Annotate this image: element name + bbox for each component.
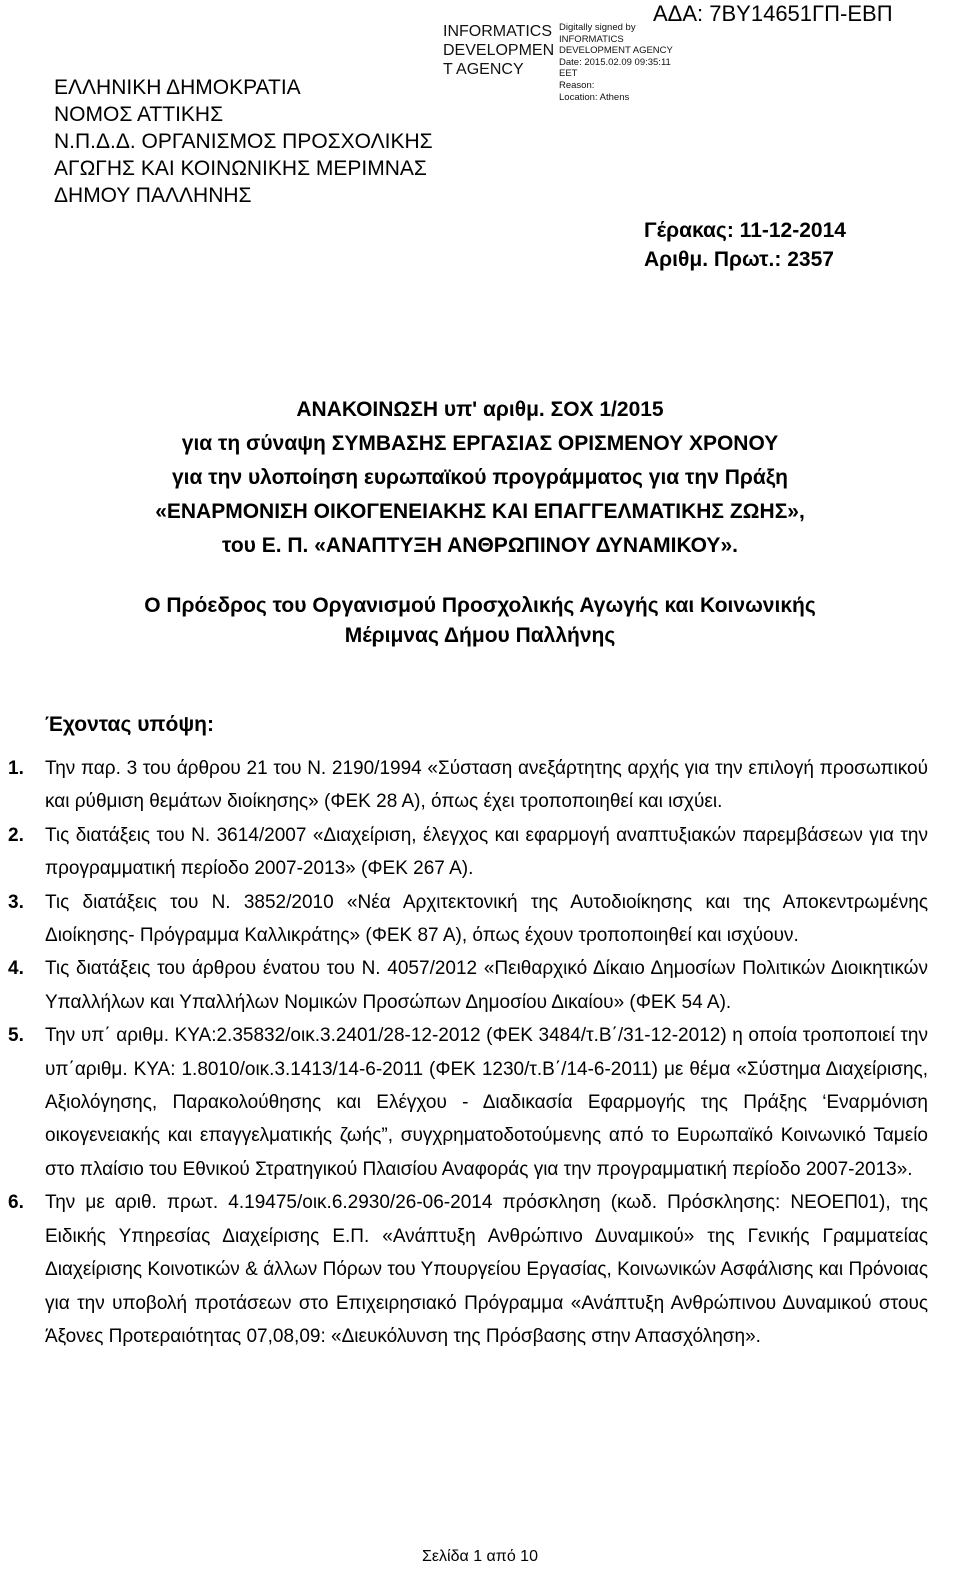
list-item [8,752,928,819]
considerations-heading: Έχοντας υπόψη: [45,713,214,736]
signature-detail-line: Date: 2015.02.09 09:35:11 [559,56,671,68]
list-item [8,886,928,953]
list-item-number: 5. [8,1025,24,1047]
signature-detail-line: Digitally signed by [559,22,636,33]
signature-detail-line: DEVELOPMENT AGENCY [559,45,673,57]
list-item-text: Την με αριθ. πρωτ. 4.19475/οικ.6.2930/26-06-2014 πρόσκληση (κωδ. Πρόσκλησης: ΝΕΟΕΠ01), της Ειδικής Υπηρεσίας Διαχείρισης Ε.Π. «Ανάπτυξη Ανθρώπινο Δυναμικού» της Γενικής Γραμματείας Διαχείρισης Κοινοτικών & άλλων Πόρων του Υπουργείου Εργασίας, Κοινωνικών Ασφάλισης και Πρόνοιας για την υποβολή προτάσεων στο Επιχειρησιακό Πρόγραμμα «Ανάπτυξη Ανθρώπινου Δυναμικού στους Άξονες Προτεραιότητας 07,08,09: «Διευκόλυνση της Πρόσβασης στην Απασχόληση». [45,1192,928,1347]
list-item-number: 2. [8,824,24,846]
signature-signer-line: T AGENCY [443,61,524,78]
title-line: ΑΝΑΚΟΙΝΩΣΗ υπ' αριθμ. ΣΟΧ 1/2015 [296,398,664,421]
considerations-list [8,752,928,1353]
list-item-text: Τις διατάξεις του άρθρου ένατου του Ν. 4057/2012 «Πειθαρχικό Δίκαιο Δημοσίων Πολιτικών Διοικητικών Υπαλλήλων και Υπαλλήλων Νομικών Προσώπων Δημοσίου Δικαίου» (ΦΕΚ 54 Α). [45,958,928,1013]
list-item [8,1019,928,1186]
org-line-country: ΕΛΛΗΝΙΚΗ ΔΗΜΟΚΡΑΤΙΑ [54,76,301,99]
page-number: Σελίδα 1 από 10 [422,1548,538,1565]
list-item-text: Τις διατάξεις του Ν. 3614/2007 «Διαχείριση, έλεγχος και εφαρμογή αναπτυξιακών παρεμβάσεων για την προγραμματική περίοδο 2007-2013» (ΦΕΚ 267 Α). [45,824,928,880]
list-item-number: 6. [8,1192,24,1214]
title-line: για τη σύναψη ΣΥΜΒΑΣΗΣ ΕΡΓΑΣΙΑΣ ΟΡΙΣΜΕΝΟΥ ΧΡΟΝΟΥ [181,432,779,455]
list-item-number: 3. [8,891,24,913]
list-item-text: Τις διατάξεις του Ν. 3852/2010 «Νέα Αρχιτεκτονική της Αυτοδιοίκησης και της Αποκεντρωμένης Διοίκησης- Πρόγραμμα Καλλικράτης» (ΦΕΚ 87 Α), όπως έχουν τροποποιηθεί και ισχύουν. [45,891,928,947]
title-line: του Ε. Π. «ΑΝΑΠΤΥΞΗ ΑΝΘΡΩΠΙΝΟΥ ΔΥΝΑΜΙΚΟΥ». [222,534,738,557]
org-line-municipality: ΔΗΜΟΥ ΠΑΛΛΗΝΗΣ [54,184,252,207]
signature-detail-line: Location: Athens [559,91,630,103]
list-item-number: 4. [8,958,24,980]
title-line: «ΕΝΑΡΜΟΝΙΣΗ ΟΙΚΟΓΕΝΕΙΑΚΗΣ ΚΑΙ ΕΠΑΓΓΕΛΜΑΤΙΚΗΣ ΖΩΗΣ», [155,500,805,523]
title-line: για την υλοποίηση ευρωπαϊκού προγράμματος για την Πράξη [171,466,788,489]
signature-detail-line: EET [559,68,578,80]
list-item [8,819,928,886]
list-item-text: Την παρ. 3 του άρθρου 21 του Ν. 2190/1994 «Σύσταση ανεξάρτητης αρχής για την επιλογή προσωπικού και ρύθμιση θεμάτων διοίκησης» (ΦΕΚ 28 Α), όπως έχει τροποποιηθεί και ισχύει. [45,758,928,813]
signature-signer-line: DEVELOPMEN [443,42,555,59]
president-line: Ο Πρόεδρος του Οργανισμού Προσχολικής Αγωγής και Κοινωνικής [144,594,816,617]
document-date: Γέρακας: 11-12-2014 [644,219,846,242]
list-item-number: 1. [8,758,24,779]
protocol-number: Αριθμ. Πρωτ.: 2357 [644,248,834,271]
list-item [8,1186,928,1353]
signature-signer-line: INFORMATICS [443,23,553,40]
announcement-title [40,393,920,563]
ada-code: ΑΔΑ: 7ΒΥ14651ΓΠ-ΕΒΠ [653,1,893,26]
signature-signer [443,22,554,79]
signature-details [559,22,673,103]
org-line-entity: Ν.Π.Δ.Δ. ΟΡΓΑΝΙΣΜΟΣ ΠΡΟΣΧΟΛΙΚΗΣ [54,130,433,153]
org-line-prefecture: ΝΟΜΟΣ ΑΤΤΙΚΗΣ [54,103,224,126]
organization-header [54,74,433,209]
signature-detail-line: INFORMATICS [559,33,624,45]
list-item [8,952,928,1019]
signature-detail-line: Reason: [559,79,595,91]
president-line: Μέριμνας Δήμου Παλλήνης [344,624,616,647]
president-heading [40,591,920,651]
org-line-entity-cont: ΑΓΩΓΗΣ ΚΑΙ ΚΟΙΝΩΝΙΚΗΣ ΜΕΡΙΜΝΑΣ [54,157,427,180]
list-item-text: Την υπ΄ αριθμ. ΚΥΑ:2.35832/οικ.3.2401/28-12-2012 (ΦΕΚ 3484/τ.Β΄/31-12-2012) η οποία τροποποιεί την υπ΄αριθμ. ΚΥΑ: 1.8010/οικ.3.1413/14-6-2011 (ΦΕΚ 1230/τ.Β΄/14-6-2011) με θέμα «Σύστημα Διαχείρισης, Αξιολόγησης, Παρακολούθησης και Ελέγχου - Διαδικασία Εφαρμογής της Πράξης ‘Εναρμόνιση οικογενειακής και επαγγελματικής ζωής”, συγχρηματοδοτούμενης από το Ευρωπαϊκό Κοινωνικό Ταμείο στο πλαίσιο του Εθνικού Στρατηγικού Πλαισίου Αναφοράς για την προγραμματική περίοδο 2007-2013». [45,1025,928,1180]
